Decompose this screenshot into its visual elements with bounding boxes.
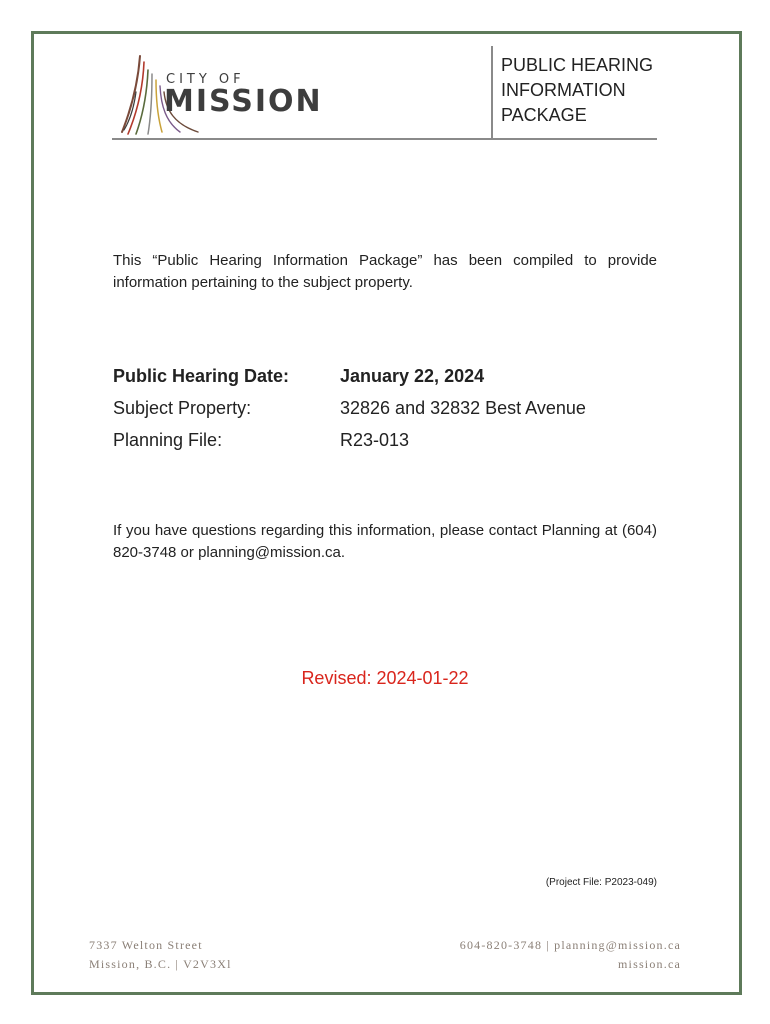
document-title xyxy=(501,53,671,128)
revised-date: Revised: 2024-01-22 xyxy=(301,668,469,688)
footer-contact xyxy=(460,936,681,974)
footer-address-line: Mission, B.C. | V2V3Xl xyxy=(89,957,232,971)
page-border xyxy=(31,31,742,995)
logo-mission-text: MISSION xyxy=(164,84,323,119)
footer-website: mission.ca xyxy=(618,957,681,971)
project-file-note: (Project File: P2023-049) xyxy=(545,877,657,888)
document-title-line: INFORMATION xyxy=(501,80,626,100)
detail-label: Public Hearing Date: xyxy=(113,366,290,386)
detail-value: R23-013 xyxy=(340,430,410,450)
footer-contact-line: 604-820-3748 | planning@mission.ca xyxy=(459,938,681,952)
document-title-line: PUBLIC HEARING xyxy=(501,55,654,75)
detail-value: 32826 and 32832 Best Avenue xyxy=(340,398,586,418)
contact-paragraph: If you have questions regarding this information, please contact Planning at (604) 820-3748 or planning@mission.ca. xyxy=(113,522,657,561)
intro-paragraph: This “Public Hearing Information Package” has been compiled to provide information pertaining to the subject property. xyxy=(113,252,657,291)
document-title-line: PACKAGE xyxy=(501,105,587,125)
detail-label: Subject Property: xyxy=(113,398,252,418)
footer-address xyxy=(89,936,232,974)
detail-label: Planning File: xyxy=(113,430,223,450)
header-divider-vertical xyxy=(491,46,493,140)
detail-value: January 22, 2024 xyxy=(340,366,485,386)
logo-city-of-text: CITY OF xyxy=(166,72,245,87)
header-divider-horizontal xyxy=(112,138,657,140)
footer-address-line: 7337 Welton Street xyxy=(89,938,203,952)
